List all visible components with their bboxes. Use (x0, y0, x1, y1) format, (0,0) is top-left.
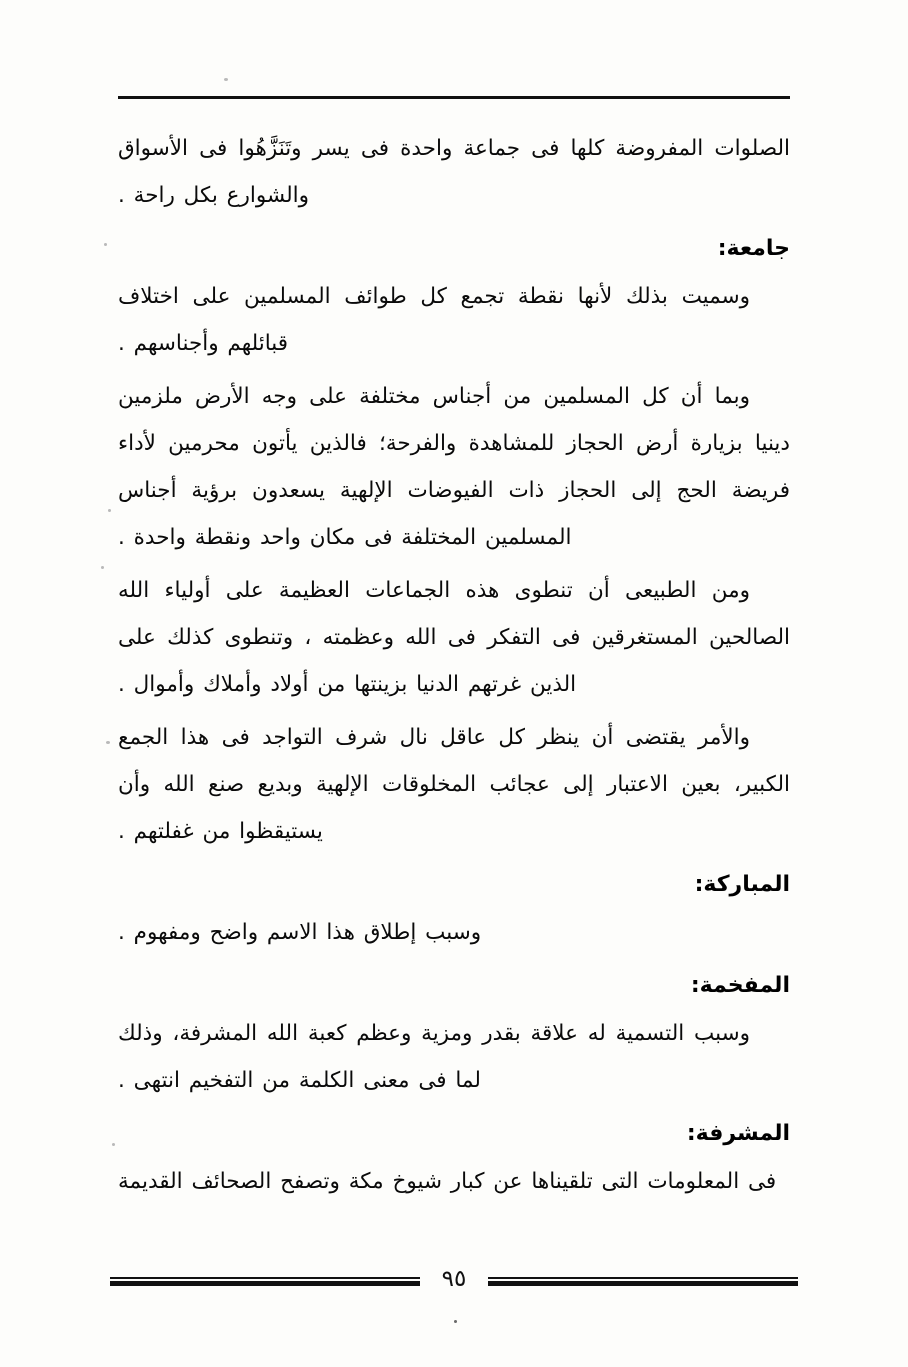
top-rule (118, 96, 790, 99)
paragraph: ومن الطبيعى أن تنطوى هذه الجماعات العظيمة على أولياء الله الصالحين المستغرقين فى التفكر فى الله وعظمته ، وتنطوى كذلك على الذين غرتهم الدنيا بزينتها من أولاد وأملاك وأموال . (118, 578, 790, 697)
scan-artifact (101, 566, 104, 569)
scan-artifact (112, 1143, 115, 1146)
paragraph: وسبب إطلاق هذا الاسم واضح ومفهوم . (118, 920, 482, 945)
scan-artifact (454, 1320, 457, 1323)
section-heading-jamia: جامعة: (717, 236, 790, 261)
paragraph: الصلوات المفروضة كلها فى جماعة واحدة فى يسر وتَنَزَّهُوا فى الأسواق والشوارع بكل راحة . (118, 136, 790, 208)
paragraph: وبما أن كل المسلمين من أجناس مختلفة على وجه الأرض ملزمين دينيا بزيارة أرض الحجاز للمشاهدة والفرحة؛ فالذين يأتون محرمين لأداء فريضة الحج إلى الحجاز ذات الفيوضات الإلهية يسعدون برؤية أجناس المسلمين المختلفة فى مكان واحد ونقطة واحدة . (118, 384, 790, 550)
scan-artifact (104, 243, 107, 246)
section-heading-musharrafa: المشرفة: (686, 1121, 790, 1146)
scan-artifact (108, 509, 111, 512)
page-number: ٩٥ (441, 1266, 467, 1292)
paragraph: وسميت بذلك لأنها نقطة تجمع كل طوائف المسلمين على اختلاف قبائلهم وأجناسهم . (118, 284, 750, 356)
paragraph: وسبب التسمية له علاقة بقدر ومزية وعظم كعبة الله المشرفة، وذلك لما فى معنى الكلمة من التفخيم انتهى . (118, 1021, 750, 1093)
footer-rule-right (488, 1277, 798, 1286)
footer-rule-left (110, 1277, 420, 1286)
page-footer (0, 1266, 908, 1293)
section-heading-mubaraka: المباركة: (694, 872, 790, 897)
page-content (118, 96, 790, 1211)
scan-artifact (106, 741, 110, 744)
section-heading-mufakhkhama: المفخمة: (690, 973, 790, 998)
paragraph: فى المعلومات التى تلقيناها عن كبار شيوخ مكة وتصفح الصحائف القديمة (118, 1169, 777, 1194)
paragraph: والأمر يقتضى أن ينظر كل عاقل نال شرف التواجد فى هذا الجمع الكبير، بعين الاعتبار إلى عجائب المخلوقات الإلهية وبديع صنع الله وأن يستيقظوا من غفلتهم . (118, 725, 790, 844)
scan-artifact (224, 78, 228, 81)
